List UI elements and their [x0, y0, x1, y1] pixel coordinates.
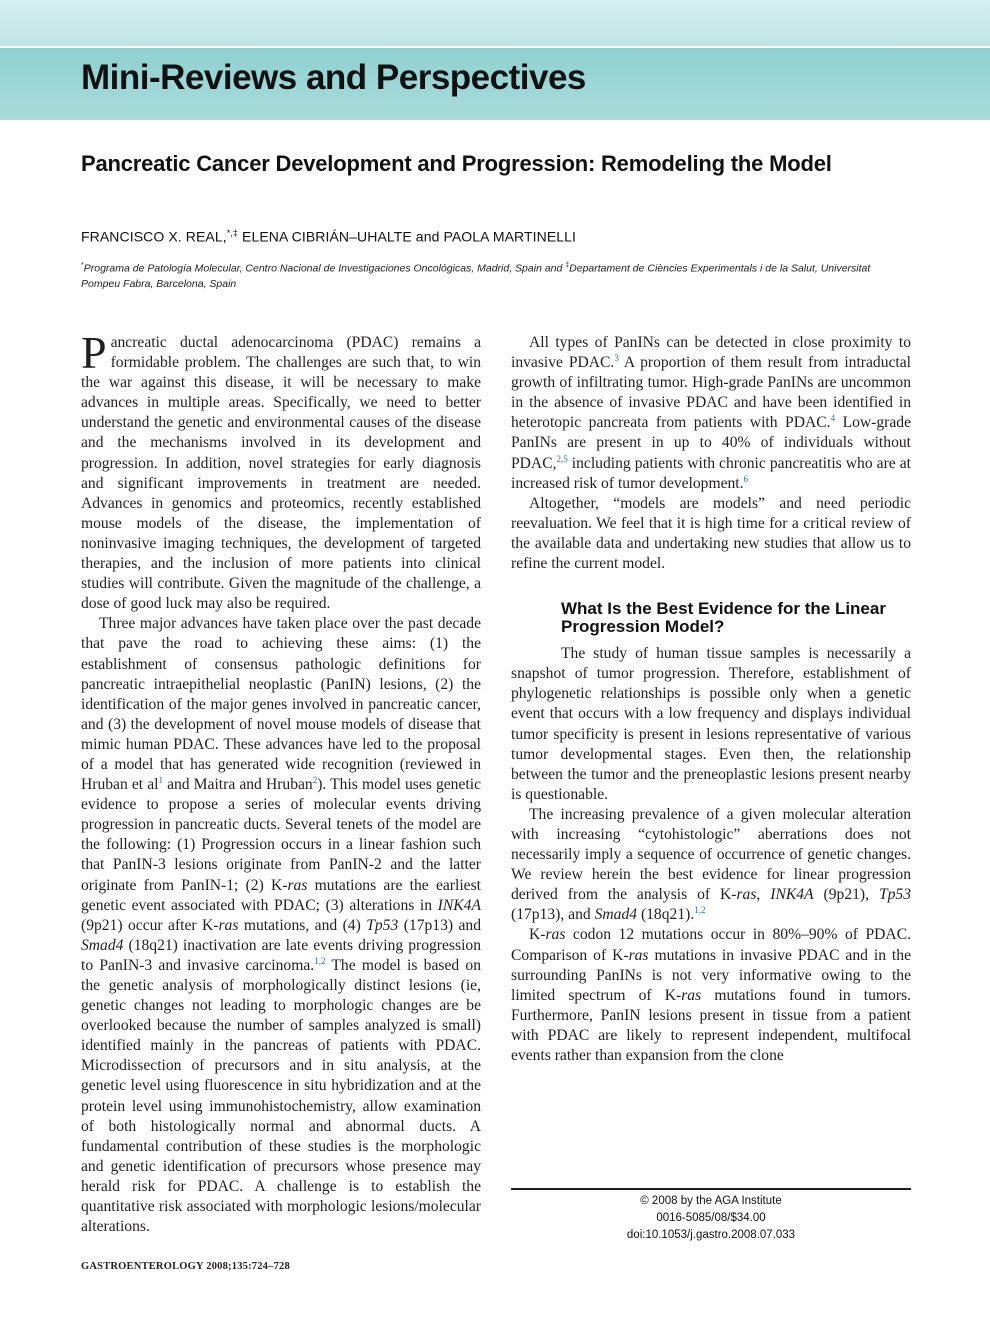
- citation-ref[interactable]: 2: [312, 774, 318, 785]
- article-title: Pancreatic Cancer Development and Progression: Remodeling the Model: [81, 151, 832, 176]
- subsection-heading: What Is the Best Evidence for the Linear Progression Model?: [561, 599, 886, 637]
- paragraph-advances: Three major advances have taken place over the past decade that pave the road to achieving these aims: (1) the establishment of consensus pathologic definitions for pancreatic intraepithelial neoplastic (PanIN) lesions, (2) the identification of the major genes involved in pancreatic cancer, and (3) the development of novel mouse models of disease that mimic human PDAC. These advances have led to the proposal of a model that has generated wide recognition (reviewed in Hruban et $al^1$ and Maitra and Hruban$^2$). This model uses genetic evidence to propose a series of molecular events driving progression in pancreatic ducts. Several tenets of the model are the following: (1) Progression occurs in a linear fashion such that PanIN-3 lesions originate from PanIN-2 and the latter originate from PanIN-1; (2) K-ras mutations are the earliest genetic event associated with PDAC; (3) alterations in INK4A (9p21) occur after K-ras mutations, and (4) Tp53 (17p13) and Smad4 (18q21) inactivation are late events driving progression to PanIN-3 and invasive carcinoma.$^{1,2}$ The model is based on the genetic analysis of morphologically distinct lesions (ie, genetic changes not leading to morphologic changes are be overlooked because the number of samples analyzed is small) identified mainly in the pancreas of patients with PDAC. Microdissection of precursors and in situ analysis, at the genetic level using fluorescence in situ hybridization and at the protein level using immunohistochemistry, allow examination of both histologically normal and abnormal ducts. A fundamental contribution of these studies is the morphologic and genetic identification of precursors whose presence may herald risk for PDAC. A challenge is to establish the quantitative risk associated with morphologic lesions/molecular alterations.: [81, 615, 482, 1236]
- affil-2: Departament de Ciències Experimentals i de la Salut, Universitat Pompeu Fabra, Barcelona, Spain: [81, 262, 871, 290]
- body-column-left: [81, 327, 482, 1237]
- author-list: [81, 228, 576, 245]
- section-title: Mini-Reviews and Perspectives: [81, 58, 586, 97]
- citation-ref[interactable]: 1,2: [314, 955, 326, 966]
- affiliations: [81, 258, 911, 292]
- footer-divider: [511, 1188, 911, 1190]
- copyright-block: [511, 1193, 911, 1244]
- issn-line: 0016-5085/08/$34.00: [656, 1212, 766, 1224]
- paragraph-snapshot: The study of human tissue samples is necessarily a snapshot of tumor progression. Therefore, establishment of phylogenetic relationships is possible only when a genetic event that occurs with a low frequency and displays individual tumor specificity is present in lesions representative of various tumor developmental stages. Even then, the relationship between the tumor and the preneoplastic lesions present nearby is questionable.: [511, 645, 911, 803]
- paragraph-panins: All types of PanINs can be detected in close proximity to invasive PDAC.$^3$ A proportion of them result from intraductal growth of infiltrating tumor. High-grade PanINs are uncommon in the absence of invasive PDAC and have been identified in heterotopic pancreata from patients with PDAC.$^4$ Low-grade PanINs are present in up to 40% of individuals without PDAC,$^{2,5}$ including patients with chronic pancreatitis who are at increased risk of tumor development.$^6$: [511, 334, 912, 492]
- paragraph-models: Altogether, “models are models” and need periodic reevaluation. We feel that it is high time for a critical review of the available data and undertaking new studies that allow us to refine the current model.: [511, 494, 911, 573]
- author-1-affil-marks: *,‡: [226, 228, 239, 238]
- journal-citation: GASTROENTEROLOGY 2008;135:724–728: [81, 1261, 290, 1272]
- drop-cap: P: [81, 327, 107, 378]
- author-1: FRANCISCO X. REAL,: [81, 228, 227, 245]
- affil-1: Programa de Patología Molecular, Centro Nacional de Investigaciones Oncológicas, Madrid, Spain and: [83, 262, 566, 275]
- paragraph-intro-text: ancreatic ductal adenocarcinoma (PDAC) remains a formidable problem. The challenges are such that, to win the war against this disease, it will be necessary to make advances in multiple areas. Specifically, we need to better understand the genetic and environmental causes of the disease and the mechanisms involved in its development and progression. In addition, novel strategies for early diagnosis and significant improvements in treatment are needed. Advances in genomics and proteomics, recently established mouse models of the disease, the implementation of noninvasive imaging techniques, the development of targeted therapies, and the inclusion of more patients into clinical studies will contribute. Given the magnitude of the challenge, a dose of good luck may also be required.: [81, 334, 481, 613]
- citation-ref[interactable]: 4: [830, 413, 836, 424]
- paragraph-prevalence: The increasing prevalence of a given molecular alteration with increasing “cytohistologic” aberrations does not necessarily imply a sequence of occurrence of genetic changes. We review herein the best evidence for linear progression derived from the analysis of K-ras, INK4A (9p21), Tp53 (17p13), and Smad4 (18q21).$^{1,2}$: [511, 805, 912, 924]
- affil-mark-2: ‡: [565, 262, 570, 269]
- citation-ref[interactable]: 1: [158, 774, 163, 785]
- citation-ref[interactable]: 6: [743, 473, 749, 484]
- paragraph-kras: K-ras codon 12 mutations occur in 80%–90% of PDAC. Comparison of K-ras mutations in invasive PDAC and in the surrounding PanINs is not very informative owing to the limited spectrum of K-ras mutations found in tumors. Furthermore, PanIN lesions present in tissue from a patient with PDAC are likely to represent independent, multifocal events rather than expansion from the clone: [511, 926, 911, 1064]
- body-column-right: [511, 333, 911, 1066]
- citation-ref[interactable]: 2,5: [556, 453, 568, 464]
- author-rest: ELENA CIBRIÁN–UHALTE and PAOLA MARTINELLI: [238, 228, 577, 245]
- copyright-line: © 2008 by the AGA Institute: [640, 1195, 782, 1207]
- citation-ref[interactable]: 3: [614, 352, 619, 363]
- paragraph-intro: [81, 327, 481, 614]
- doi-link[interactable]: doi:10.1053/j.gastro.2008.07.033: [626, 1229, 796, 1241]
- affil-mark-1: *: [81, 262, 84, 269]
- header-band-top: [0, 0, 990, 48]
- citation-ref[interactable]: 1,2: [694, 905, 706, 916]
